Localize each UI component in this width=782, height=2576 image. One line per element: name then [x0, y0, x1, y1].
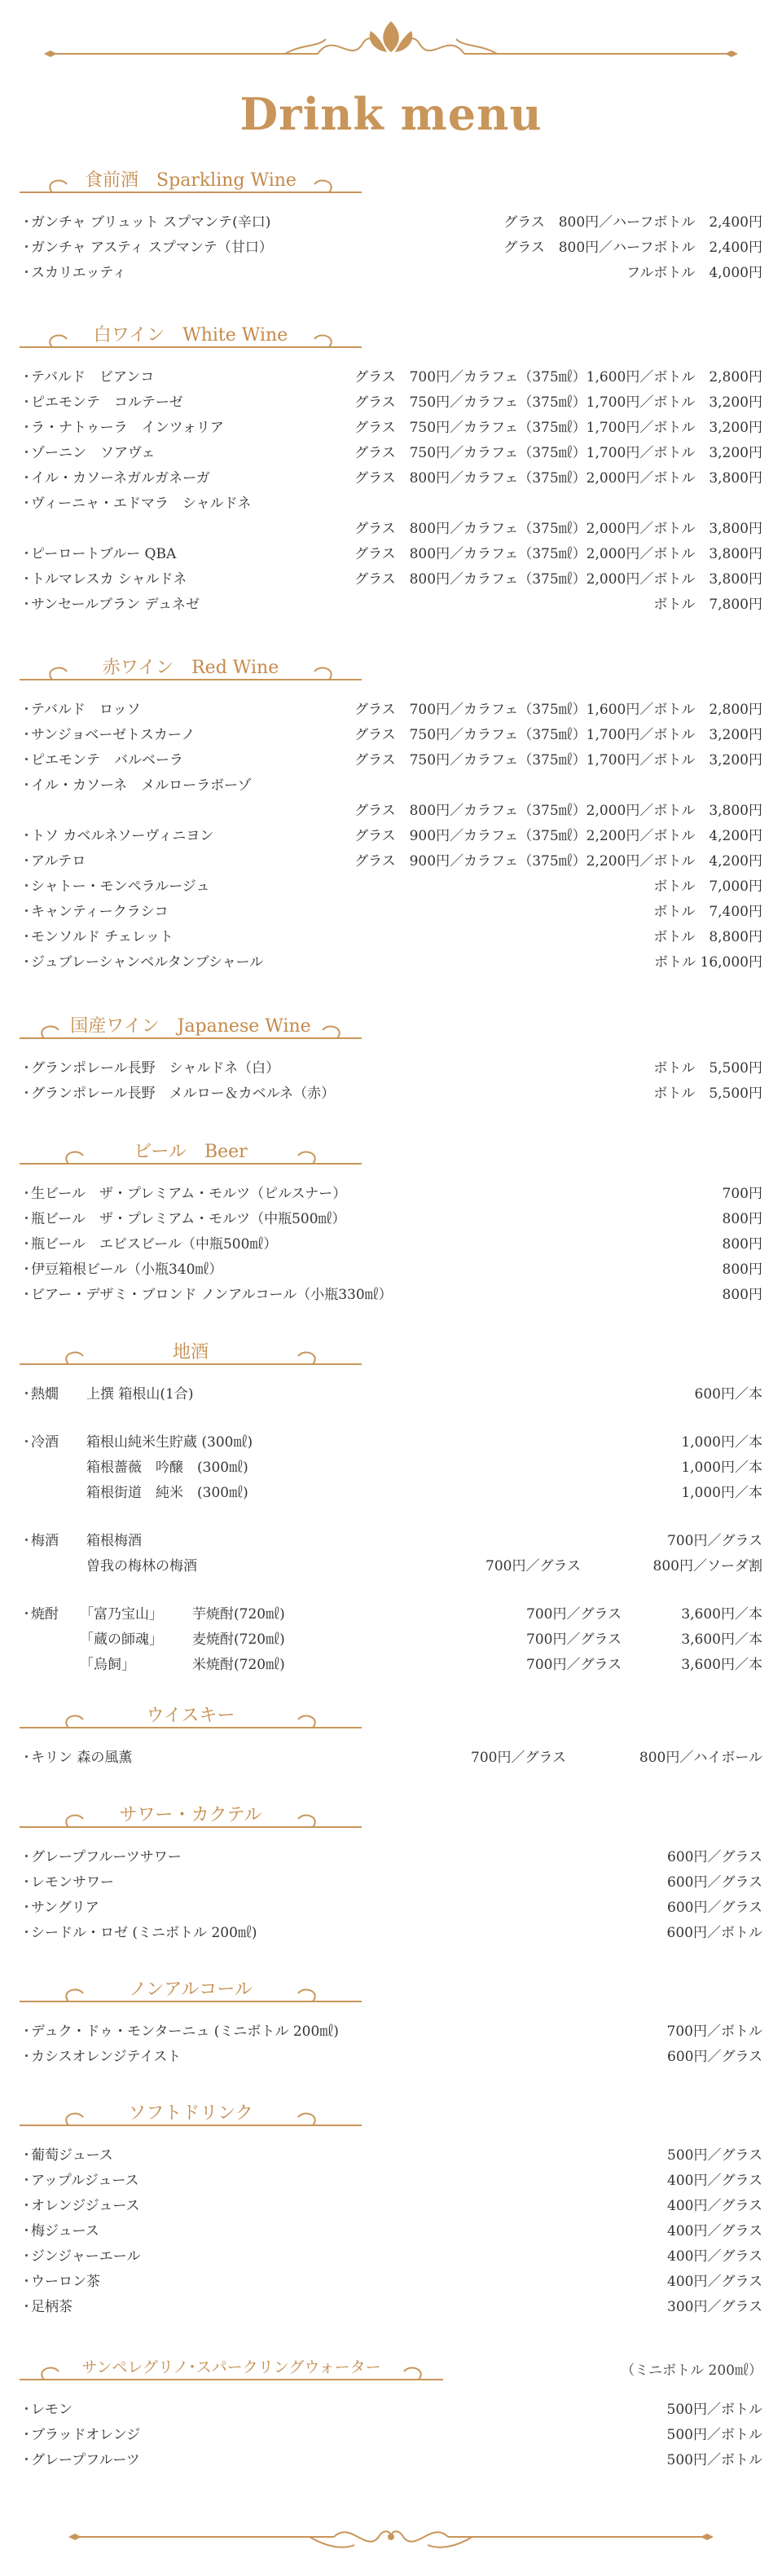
ornament-bottom-icon	[65, 2512, 717, 2561]
list-item: ・ ヴィーニャ・エドマラ シャルドネ	[20, 495, 252, 512]
list-item: ・ アルテロ グラス 900円／カラフェ（375㎖）2,200円／ボトル 4,200円	[20, 853, 762, 870]
list-item: ・ アップルジュース 400円／グラス	[20, 2173, 762, 2189]
list-item: ・ シャトー・モンペラルージュ ボトル 7,000円	[20, 878, 762, 895]
list-item: ・ 冷酒 箱根山純米生貯蔵 (300㎖) 1,000円／本	[20, 1434, 762, 1451]
list-item: ・ ジンジャーエール 400円／グラス	[20, 2248, 762, 2265]
section-header	[20, 2352, 762, 2384]
list-item: ・ 伊豆箱根ビール（小瓶340㎖） 800円	[20, 1262, 762, 1278]
list-item: ・ スカリエッティ フルボトル 4,000円	[20, 265, 762, 281]
list-item: ・ レモン 500円／ボトル	[20, 2402, 762, 2418]
list-item: ・ 足柄茶 300円／グラス	[20, 2299, 762, 2315]
list-item: 箱根街道 純米 (300㎖) 1,000円／本	[86, 1485, 762, 1501]
list-item: 曽我の梅林の梅酒 700円／グラス 800円／ソーダ割	[86, 1558, 762, 1574]
list-item: ・ ブラッドオレンジ 500円／ボトル	[20, 2427, 762, 2443]
section-title: 地酒	[172, 1342, 209, 1363]
section-header	[20, 1336, 762, 1369]
section-white-wine	[20, 319, 762, 618]
section-header	[20, 319, 762, 352]
list-item: ・ 葡萄ジュース 500円／グラス	[20, 2147, 762, 2164]
list-item: ・ ゾーニン ソアヴェ グラス 750円／カラフェ（375㎖）1,700円／ボトル 3,200円	[20, 445, 762, 461]
ornament-top-icon	[41, 15, 741, 64]
section-whisky	[20, 1700, 762, 1771]
list-item: ・ キャンティークラシコ ボトル 7,400円	[20, 904, 762, 920]
section-title: 国産ワイン Japanese Wine	[70, 1016, 311, 1037]
section-sparkling-water	[20, 2352, 762, 2473]
section-sour-cocktail	[20, 1799, 762, 1946]
list-item-price: グラス 800円／カラフェ（375㎖）2,000円／ボトル 3,800円	[354, 521, 762, 537]
list-item-price: グラス 800円／カラフェ（375㎖）2,000円／ボトル 3,800円	[354, 803, 762, 819]
section-header	[20, 1011, 762, 1043]
list-item: ・ シードル・ロゼ (ミニボトル 200㎖) 600円／ボトル	[20, 1925, 762, 1941]
list-item: ・ ラ・ナトゥーラ インツォリア グラス 750円／カラフェ（375㎖）1,700円／ボトル 3,200円	[20, 420, 762, 436]
section-red-wine	[20, 652, 762, 975]
section-title: ウイスキー	[146, 1706, 235, 1726]
list-item: ・ グランポレール長野 シャルドネ（白） ボトル 5,500円	[20, 1060, 762, 1077]
list-item: 「蔵の師魂」 麦焼酎(720㎖) 700円／グラス 3,600円／本	[80, 1631, 762, 1648]
list-item: ・ デュク・ドゥ・モンターニュ (ミニボトル 200㎖) 700円／ボトル	[20, 2023, 762, 2040]
list-item: ・ レモンサワー 600円／グラス	[20, 1874, 762, 1891]
section-title: ソフトドリンク	[128, 2103, 253, 2124]
list-item: 箱根薔薇 吟醸 (300㎖) 1,000円／本	[86, 1460, 762, 1476]
list-item: ・ 生ビール ザ・プレミアム・モルツ（ピルスナー） 700円	[20, 1186, 762, 1202]
section-header	[20, 652, 762, 685]
section-header	[20, 1136, 762, 1169]
list-item: ・ 焼酎 「富乃宝山」 芋焼酎(720㎖) 700円／グラス 3,600円／本	[20, 1606, 762, 1623]
section-title: 食前酒 Sparkling Wine	[85, 170, 297, 191]
section-japanese-wine	[20, 1011, 762, 1107]
list-item: ・ サンジョベーゼトスカーノ グラス 750円／カラフェ（375㎖）1,700円／ボトル 3,200円	[20, 727, 762, 743]
list-item: ・ ピエモンテ コルテーゼ グラス 750円／カラフェ（375㎖）1,700円／ボトル 3,200円	[20, 394, 762, 411]
list-item: ・ テバルド ビアンコ グラス 700円／カラフェ（375㎖）1,600円／ボトル 2,800円	[20, 369, 762, 385]
list-item: ・ イル・カソーネ メルローラボーゾ	[20, 777, 252, 794]
section-beer	[20, 1136, 762, 1308]
list-item: ・ オレンジジュース 400円／グラス	[20, 2198, 762, 2214]
list-item: ・ トルマレスカ シャルドネ グラス 800円／カラフェ（375㎖）2,000円／ボトル 3,800円	[20, 571, 762, 588]
list-item: 「烏飼」 米焼酎(720㎖) 700円／グラス 3,600円／本	[80, 1657, 762, 1673]
list-item: ・ サンセールブラン デュネゼ ボトル 7,800円	[20, 597, 762, 613]
list-item: ・ ジュブレーシャンベルタンブシャール ボトル 16,000円	[20, 954, 762, 971]
list-item: ・ トソ カベルネソーヴィニヨン グラス 900円／カラフェ（375㎖）2,200円／ボトル 4,200円	[20, 828, 762, 844]
list-item: ・ 瓶ビール エビスビール（中瓶500㎖） 800円	[20, 1236, 762, 1253]
section-title: 赤ワイン Red Wine	[102, 658, 279, 678]
list-item: ・ 梅ジュース 400円／グラス	[20, 2223, 762, 2239]
section-title: サワー・カクテル	[119, 1805, 262, 1825]
section-header	[20, 1974, 762, 2006]
section-title: ノンアルコール	[129, 1979, 253, 2000]
list-item: ・ ビアー・デザミ・ブロンド ノンアルコール（小瓶330㎖） 800円	[20, 1287, 762, 1303]
list-item: ・ ガンチャ ブリュット スプマンテ(辛口) グラス 800円／ハーフボトル 2,400円	[20, 214, 762, 231]
list-item: ・ ガンチャ アスティ スプマンテ（甘口） グラス 800円／ハーフボトル 2,400円	[20, 240, 762, 256]
section-jizake	[20, 1336, 762, 1678]
list-item: ・ 梅酒 箱根梅酒 700円／グラス	[20, 1533, 762, 1549]
list-item: ・ 熱燗 上撰 箱根山(1合) 600円／本	[20, 1386, 762, 1402]
section-title: 白ワイン White Wine	[93, 325, 288, 346]
section-title: ビール Beer	[134, 1142, 248, 1162]
list-item: ・ ピーロートブルー QBA グラス 800円／カラフェ（375㎖）2,000円／ボトル 3,800円	[20, 546, 762, 562]
list-item: ・ グレープフルーツサワー 600円／グラス	[20, 1849, 762, 1865]
list-item: ・ モンソルド チェレット ボトル 8,800円	[20, 929, 762, 945]
section-note: （ミニボトル 200㎖）	[621, 2362, 762, 2379]
section-sparkling	[20, 165, 762, 286]
list-item: ・ ピエモンテ バルベーラ グラス 750円／カラフェ（375㎖）1,700円／ボトル 3,200円	[20, 752, 762, 768]
section-header	[20, 165, 762, 197]
section-title: サンペレグリノ･スパークリングウォーター	[81, 2358, 381, 2376]
list-item: ・ イル・カソーネガルガネーガ グラス 800円／カラフェ（375㎖）2,000円／ボトル 3,800円	[20, 470, 762, 487]
list-item: ・ ウーロン茶 400円／グラス	[20, 2274, 762, 2290]
list-item: ・ キリン 森の風薫 700円／グラス 800円／ハイボール	[20, 1750, 762, 1766]
section-soft-drinks	[20, 2098, 762, 2320]
list-item: ・ カシスオレンジテイスト 600円／グラス	[20, 2049, 762, 2065]
list-item: ・ 瓶ビール ザ・プレミアム・モルツ（中瓶500㎖） 800円	[20, 1211, 762, 1227]
list-item: ・ グレープフルーツ 500円／ボトル	[20, 2452, 762, 2468]
list-item: ・ テバルド ロッソ グラス 700円／カラフェ（375㎖）1,600円／ボトル 2,800円	[20, 702, 762, 718]
section-header	[20, 1700, 762, 1733]
section-non-alcohol	[20, 1974, 762, 2070]
list-item: ・ グランポレール長野 メルロー＆カベルネ（赤） ボトル 5,500円	[20, 1085, 762, 1102]
section-header	[20, 1799, 762, 1832]
list-item: ・ サングリア 600円／グラス	[20, 1900, 762, 1916]
section-header	[20, 2098, 762, 2130]
page-title: Drink menu	[239, 88, 543, 140]
